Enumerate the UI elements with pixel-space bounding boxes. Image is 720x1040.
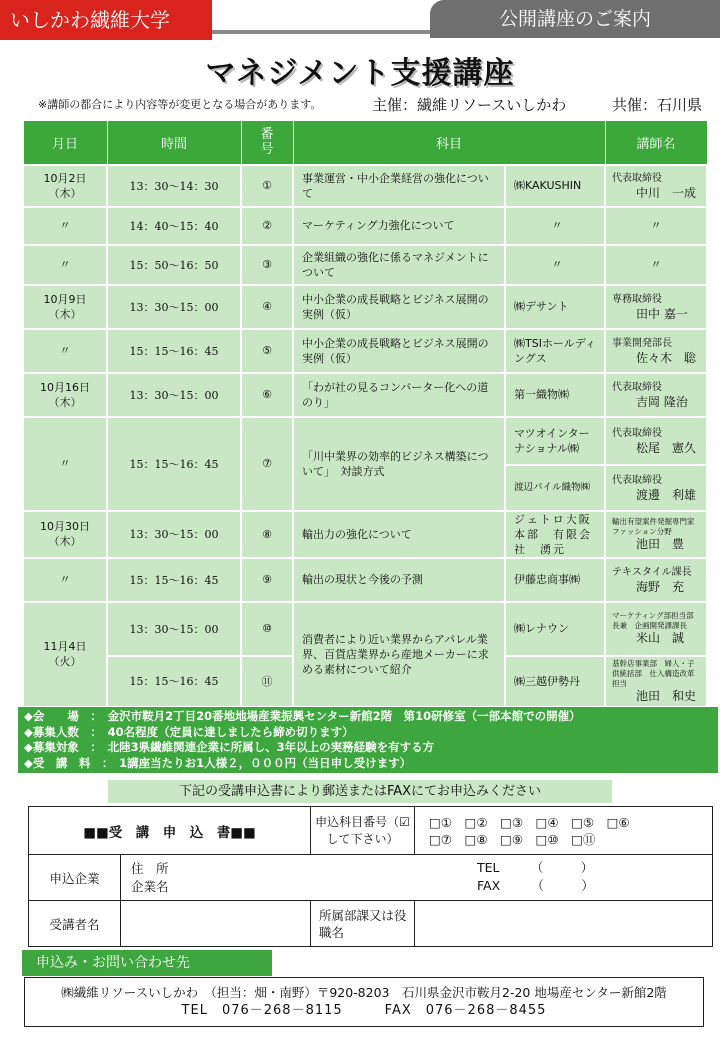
contact-phone: TEL 076－268－8115 FAX 076－268－8455 (181, 1003, 547, 1018)
info-fee: ◆受 講 料 ： 1講座当たりお1人様２，０００円（当日申し受けます） (24, 755, 412, 770)
header-subject: 科目 (293, 121, 605, 165)
change-note: ※講師の都合により内容等が変更となる場合があります。 (38, 98, 322, 111)
row-date: 〃 (23, 417, 107, 511)
row-lecturer (605, 285, 707, 329)
table-row (23, 373, 707, 417)
fax-label: FAX （ ） (477, 878, 594, 893)
lecturer-title: 代表取締役 (612, 381, 663, 393)
row-company: ㈱KAKUSHIN (505, 165, 605, 207)
row-company: ㈱三越伊勢丹 (505, 656, 605, 707)
row-number: ④ (241, 285, 293, 329)
row-number: ⑤ (241, 329, 293, 373)
row-company: ㈱TSIホールディングス (505, 329, 605, 373)
row-number: ⑪ (241, 656, 293, 707)
notice-tab: 公開講座のご案内 (430, 0, 720, 38)
table-row (23, 558, 707, 602)
info-venue: ◆会 場 ： 金沢市鞍月2丁目20番地地場産業振興センター新館2階 第10研修室（一部本館での開催） (24, 709, 581, 723)
contact-address: ㈱繊維リソースいしかわ （担当：畑・南野）〒920-8203 石川県金沢市鞍月2-20 地場産センター新館2階 (61, 985, 667, 1000)
row-lecturer (605, 165, 707, 207)
row-lecturer (605, 373, 707, 417)
info-target: ◆募集対象 ： 北陸3県繊維関連企業に所属し、3年以上の実務経験を有する方 (24, 740, 435, 754)
attendee-label: 受講者名 (29, 901, 121, 947)
row-date: 10月16日（木） (23, 373, 107, 417)
row-company: マツオインターナショナル㈱ (505, 417, 605, 465)
row-lecturer (605, 602, 707, 656)
row-subject: 中小企業の成長戦略とビジネス展開の実例（仮） (293, 329, 505, 373)
row-number: ⑦ (241, 417, 293, 511)
company-label: 申込企業 (29, 855, 121, 901)
table-row (23, 329, 707, 373)
lecturer-name: 渡邊 利雄 (636, 487, 697, 502)
row-time: 15：50〜16：50 (107, 245, 241, 285)
checkbox-row-2[interactable]: □⑦ □⑧ □⑨ □⑩ □⑪ (429, 831, 596, 847)
lecturer-name: 米山 誠 (636, 631, 685, 645)
row-time: 15：15〜16：45 (107, 558, 241, 602)
row-subject: 輸出力の強化について (293, 511, 505, 558)
course-checkboxes[interactable] (415, 807, 713, 855)
dept-label: 所属部課又は役職名 (311, 901, 415, 947)
header-time: 時間 (107, 121, 241, 165)
row-time: 13：30〜14：30 (107, 165, 241, 207)
row-date: 〃 (23, 245, 107, 285)
lecturer-name: 佐々木 聡 (636, 350, 697, 365)
row-number: ⑩ (241, 602, 293, 656)
course-number-label: 申込科目番号（☑して下さい） (311, 807, 415, 855)
lecturer-name: 〃 (650, 258, 662, 271)
row-company: 〃 (505, 207, 605, 245)
lecturer-name: 〃 (650, 219, 662, 232)
row-company: 伊藤忠商事㈱ (505, 558, 605, 602)
lecturer-name: 松尾 憲久 (636, 440, 697, 455)
row-date: 〃 (23, 207, 107, 245)
apply-banner: 下記の受講申込書により郵送またはFAXにてお申込みください (108, 777, 612, 803)
tel-label: TEL （ ） (477, 860, 594, 875)
info-capacity: ◆募集人数 ： 40名程度（定員に達しましたら締め切ります） (24, 724, 354, 739)
row-lecturer (605, 656, 707, 707)
row-time: 15：15〜16：45 (107, 417, 241, 511)
lecturer-name: 吉岡 隆治 (636, 394, 688, 409)
row-company: ジェトロ大阪本部 有限会社 湧元 (505, 511, 605, 558)
table-header-row (23, 121, 707, 165)
lecturer-title: 基幹店事業部 婦人・子供統括部 仕入構造改革担当 (612, 658, 695, 688)
table-row (23, 207, 707, 245)
page-title: マネジメント支援講座 (205, 56, 515, 91)
row-time: 13：30〜15：00 (107, 373, 241, 417)
cosponsor: 共催：石川県 (612, 96, 703, 114)
row-subject: 輸出の現状と今後の予測 (293, 558, 505, 602)
row-number: ⑥ (241, 373, 293, 417)
university-badge: いしかわ繊維大学 (0, 0, 212, 40)
row-lecturer-2 (605, 465, 707, 511)
table-row (23, 602, 707, 656)
row-time: 15：15〜16：45 (107, 329, 241, 373)
row-subject: 消費者により近い業界からアパレル業界、百貨店業界から産地メーカーに求める素材について紹介 (293, 602, 505, 707)
table-row (23, 285, 707, 329)
company-fields[interactable] (121, 855, 713, 901)
row-company: ㈱レナウン (505, 602, 605, 656)
row-subject: マーケティング力強化について (293, 207, 505, 245)
row-date: 10月9日（木） (23, 285, 107, 329)
course-info (18, 707, 718, 773)
lecturer-title: 代表取締役 (612, 474, 663, 486)
row-time: 13：30〜15：00 (107, 602, 241, 656)
form-title: ■■受 講 申 込 書■■ (29, 807, 311, 855)
row-number: ② (241, 207, 293, 245)
contact-tag: 申込み・お問い合わせ先 (22, 950, 272, 976)
header-date: 月日 (23, 121, 107, 165)
lecturer-title: 輸出有望案件発掘専門家 ファッション分野 (612, 516, 703, 536)
lecturer-title: 代表取締役 (612, 172, 663, 184)
row-lecturer (605, 245, 707, 285)
dept-field[interactable] (415, 901, 713, 947)
row-company: ㈱デサント (505, 285, 605, 329)
header-lecturer: 講師名 (605, 121, 707, 165)
application-form (28, 806, 713, 947)
row-date: 10月2日（木） (23, 165, 107, 207)
row-date: 〃 (23, 329, 107, 373)
lecturer-title: 事業開発部長 (612, 337, 673, 349)
row-time: 14：40〜15：40 (107, 207, 241, 245)
row-time: 13：30〜15：00 (107, 511, 241, 558)
lecturer-title: テキスタイル課長 (612, 566, 692, 578)
row-lecturer (605, 207, 707, 245)
table-row (23, 165, 707, 207)
row-number: ① (241, 165, 293, 207)
lecturer-title: 代表取締役 (612, 427, 663, 439)
header-no: 番号 (241, 121, 293, 165)
row-subject: 「わが社の見るコンバーター化への道のり」 (293, 373, 505, 417)
row-lecturer (605, 558, 707, 602)
company-name-label: 企業名 (131, 878, 169, 894)
address-label: 住 所 (131, 860, 169, 876)
row-date: 10月30日（木） (23, 511, 107, 558)
row-number: ⑧ (241, 511, 293, 558)
contact-box (24, 977, 704, 1027)
row-subject: 事業運営・中小企業経営の強化について (293, 165, 505, 207)
row-lecturer (605, 329, 707, 373)
lecturer-name: 池田 豊 (636, 536, 685, 551)
row-company-2: 渡辺パイル織物㈱ (505, 465, 605, 511)
row-number: ③ (241, 245, 293, 285)
table-row (23, 511, 707, 558)
lecturer-name: 海野 充 (636, 579, 685, 594)
lecturer-title: マーケティング部担当部長兼 企画開発課課長 (612, 611, 694, 630)
row-subject: 中小企業の成長戦略とビジネス展開の実例（仮） (293, 285, 505, 329)
row-time: 15：15〜16：45 (107, 656, 241, 707)
table-row (23, 245, 707, 285)
sponsor: 主催：繊維リソースいしかわ (372, 96, 567, 114)
row-number: ⑨ (241, 558, 293, 602)
row-time: 13：30〜15：00 (107, 285, 241, 329)
lecturer-name: 中川 一成 (636, 185, 697, 200)
lecturer-name: 池田 和史 (636, 688, 697, 703)
row-lecturer (605, 511, 707, 558)
row-subject: 企業組織の強化に係るマネジメントについて (293, 245, 505, 285)
row-company: 〃 (505, 245, 605, 285)
schedule-table (22, 120, 708, 708)
attendee-field[interactable] (121, 901, 311, 947)
row-subject: 「川中業界の効率的ビジネス構築について」 対談方式 (293, 417, 505, 511)
row-date: 11月4日（火） (23, 602, 107, 707)
lecturer-name: 田中 嘉一 (636, 306, 688, 321)
row-lecturer (605, 417, 707, 465)
lecturer-title: 専務取締役 (612, 293, 663, 305)
row-company: 第一織物㈱ (505, 373, 605, 417)
row-date: 〃 (23, 558, 107, 602)
table-row (23, 417, 707, 465)
checkbox-row-1[interactable]: □① □② □③ □④ □⑤ □⑥ (429, 814, 630, 830)
